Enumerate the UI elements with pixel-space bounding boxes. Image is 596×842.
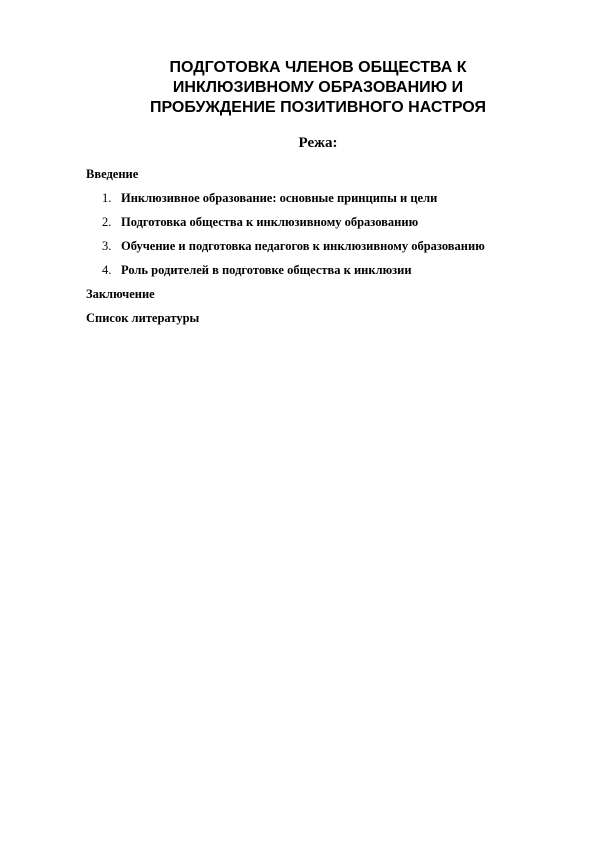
title-line: ИНКЛЮЗИВНОМУ ОБРАЗОВАНИЮ И: [172, 79, 464, 96]
author-label: Режа:: [298, 135, 338, 151]
toc-item-label: Роль родителей в подготовке общества к инклюзии: [121, 263, 412, 277]
toc-intro: Введение: [86, 167, 139, 181]
toc-list: [86, 188, 566, 284]
toc-item-label: Инклюзивное образование: основные принципы и цели: [121, 191, 438, 205]
toc-item: [86, 212, 566, 236]
toc-item-number: 1.: [102, 191, 112, 205]
toc-item: [86, 260, 566, 284]
toc-item: [86, 236, 566, 260]
title-line: ПРОБУЖДЕНИЕ ПОЗИТИВНОГО НАСТРОЯ: [149, 99, 487, 116]
toc-references: Список литературы: [86, 311, 200, 325]
toc-item-number: 3.: [102, 239, 112, 253]
toc-item-number: 4.: [102, 263, 112, 277]
title-line: ПОДГОТОВКА ЧЛЕНОВ ОБЩЕСТВА К: [169, 59, 467, 76]
toc-item-label: Подготовка общества к инклюзивному образованию: [121, 215, 419, 229]
document-title: [60, 58, 576, 118]
toc-conclusion: Заключение: [86, 287, 155, 301]
toc-item-number: 2.: [102, 215, 112, 229]
toc-item-label: Обучение и подготовка педагогов к инклюзивному образованию: [121, 239, 485, 253]
toc-item: [86, 188, 566, 212]
table-of-contents: [86, 164, 566, 332]
